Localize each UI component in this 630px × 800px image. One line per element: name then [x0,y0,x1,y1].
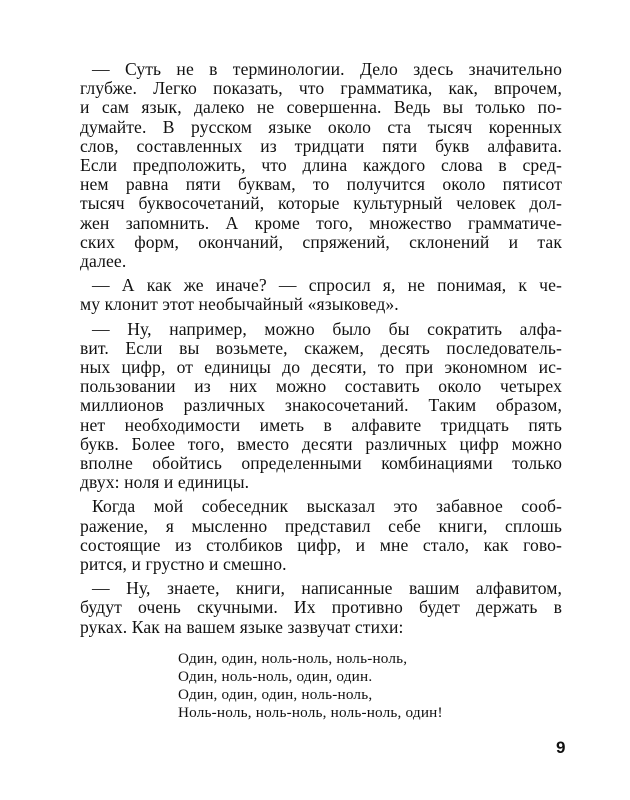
text-line: руках. Как на вашем языке зазвучат стихи: [80,616,404,637]
text-line: глубже. Легко показать, что грамматика, как, впрочем, [80,78,562,99]
page-number: 9 [556,737,566,757]
text-line: нем равна пяти буквам, то получится около пятисот [80,174,562,195]
text-line: вполне обойтись определенными комбинациями только [80,453,562,473]
text-line: ражение, я мысленно представил себе книги, сплошь [80,515,562,536]
text-line: Когда мой собеседник высказал это забавное сооб- [92,496,562,517]
text-line: двух: ноля и единицы. [80,472,250,493]
text-line: слов, составленных из тридцати пяти букв алфавита. [80,135,562,156]
text-line: пользовании из них можно составить около четырех [80,376,562,397]
text-line: и сам язык, далеко не совершенна. Ведь вы только по- [80,97,562,118]
text-line: жен запомнить. А кроме того, множество грамматиче- [80,212,562,233]
text-line: состоящие из столбиков цифр, и мне стало, как гово- [80,534,562,555]
text-line: ных цифр, от единицы до десяти, то при экономном ис- [80,357,562,377]
verse-line: Ноль-ноль, ноль-ноль, ноль-ноль, один! [178,703,443,721]
text-line: тысяч буквосочетаний, которые культурный человек дол- [80,193,562,214]
text-line: Если предположить, что длина каждого слова в сред- [80,155,562,175]
verse-line: Один, один, один, ноль-ноль, [178,685,373,703]
text-line: миллионов различных знакосочетаний. Таким образом, [80,395,562,416]
text-line: — Ну, знаете, книги, написанные вашим алфавитом, [92,578,562,599]
text-line: нет необходимости иметь в алфавите тридцать пять [80,414,562,435]
text-line: будут очень скучными. Их противно будет держать в [80,597,562,618]
text-line: вит. Если вы возьмете, скажем, десять последователь- [80,337,562,358]
text-line: рится, и грустно и смешно. [80,554,287,574]
text-line: ских форм, окончаний, спряжений, склонений и так [80,231,562,252]
text-line: букв. Более того, вместо десяти различных цифр можно [80,433,562,454]
text-line: — Суть не в терминологии. Дело здесь значительно [92,59,562,79]
text-line: — А как же иначе? — спросил я, не понимая, к че- [92,275,562,296]
text-line: му клонит этот необычайный «языковед». [80,294,399,315]
text-line: далее. [80,251,127,271]
verse-line: Один, ноль-ноль, один, один. [178,667,373,685]
text-line: думайте. В русском языке около ста тысяч коренных [80,116,562,137]
verse-line: Один, один, ноль-ноль, ноль-ноль, [178,649,408,667]
text-line: — Ну, например, можно было бы сократить алфа- [92,318,562,339]
